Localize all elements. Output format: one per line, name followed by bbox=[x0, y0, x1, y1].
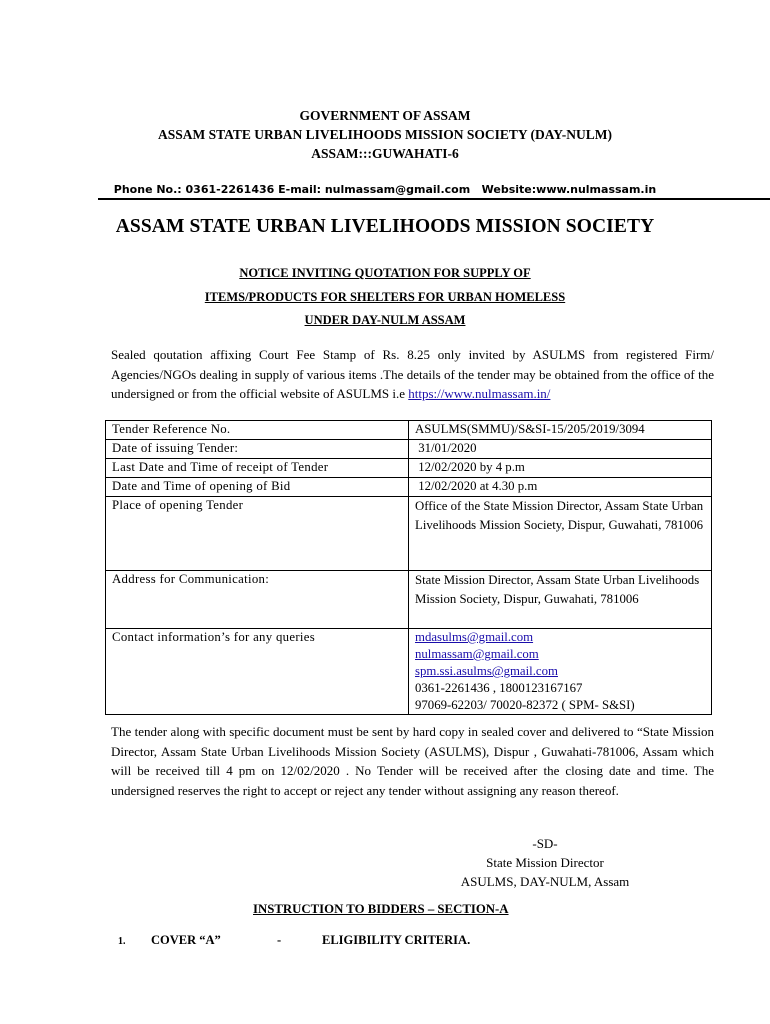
notice-line-3: UNDER DAY-NULM ASSAM bbox=[304, 313, 466, 327]
address-label: Address for Communication: bbox=[106, 571, 409, 629]
tender-details-table bbox=[105, 420, 712, 715]
phone-numbers-1: 0361-2261436 , 1800123167167 bbox=[415, 681, 583, 695]
table-row bbox=[106, 629, 712, 715]
address-value: State Mission Director, Assam State Urban Livelihoods Mission Society, Dispur, Guwahati, 781006 bbox=[409, 571, 712, 629]
opening-place-value: Office of the State Mission Director, Assam State Urban Livelihoods Mission Society, Dispur, Guwahati, 781006 bbox=[409, 497, 712, 571]
last-date-value: 12/02/2020 by 4 p.m bbox=[409, 459, 712, 478]
table-row bbox=[106, 459, 712, 478]
contact-info-value bbox=[409, 629, 712, 715]
instruction-heading: INSTRUCTION TO BIDDERS – SECTION-A bbox=[253, 902, 509, 916]
header-government: GOVERNMENT OF ASSAM bbox=[299, 108, 471, 123]
header-divider bbox=[98, 198, 770, 200]
notice-line-2: ITEMS/PRODUCTS FOR SHELTERS FOR URBAN HOMELESS bbox=[204, 290, 566, 304]
notice-line-1: NOTICE INVITING QUOTATION FOR SUPPLY OF bbox=[239, 266, 531, 280]
signature-sd: -SD- bbox=[532, 836, 558, 851]
header-location: ASSAM:::GUWAHATI-6 bbox=[311, 146, 459, 161]
table-row bbox=[106, 440, 712, 459]
opening-place-label: Place of opening Tender bbox=[106, 497, 409, 571]
website-link[interactable]: https://www.nulmassam.in/ bbox=[408, 386, 551, 401]
last-date-label: Last Date and Time of receipt of Tender bbox=[106, 459, 409, 478]
contact-info-label: Contact information’s for any queries bbox=[106, 629, 409, 715]
opening-date-label: Date and Time of opening of Bid bbox=[106, 478, 409, 497]
tender-ref-label: Tender Reference No. bbox=[106, 421, 409, 440]
header-society: ASSAM STATE URBAN LIVELIHOODS MISSION SOCIETY (DAY-NULM) bbox=[157, 127, 613, 142]
email-link-spm[interactable]: spm.ssi.asulms@gmail.com bbox=[415, 664, 558, 678]
signature-org: ASULMS, DAY-NULM, Assam bbox=[460, 874, 630, 889]
email-link-nulm[interactable]: nulmassam@gmail.com bbox=[415, 647, 539, 661]
intro-paragraph bbox=[111, 345, 714, 404]
table-row bbox=[106, 571, 712, 629]
signature-designation: State Mission Director bbox=[486, 855, 604, 870]
intro-text: Sealed qoutation affixing Court Fee Stamp of Rs. 8.25 only invited by ASULMS from registered Firm/ Agencies/NGOs dealing in supply of various items .The details of the tender may be obtained from the office of the undersigned or from the official website of ASULMS i.e bbox=[111, 347, 714, 401]
email-link-md[interactable]: mdasulms@gmail.com bbox=[415, 630, 534, 644]
cover-a-label: COVER “A” bbox=[151, 933, 221, 947]
header-contact-line: Phone No.: 0361-2261436 E-mail: nulmassam@gmail.com Website:www.nulmassam.in bbox=[113, 183, 657, 196]
issue-date-value: 31/01/2020 bbox=[409, 440, 712, 459]
submission-paragraph: The tender along with specific document must be sent by hard copy in sealed cover and delivered to “State Mission Director, Assam State Urban Livelihoods Mission Society (ASULMS), Dispur , Guwahati-781006, Assam which will be received till 4 pm on 12/02/2020 . No Tender will be received after the closing date and time. The undersigned reserves the right to accept or reject any tender without assigning any reason thereof. bbox=[111, 724, 714, 798]
document-title: ASSAM STATE URBAN LIVELIHOODS MISSION SOCIETY bbox=[115, 216, 655, 237]
table-row bbox=[106, 497, 712, 571]
table-row bbox=[106, 421, 712, 440]
opening-date-value: 12/02/2020 at 4.30 p.m bbox=[409, 478, 712, 497]
phone-numbers-2: 97069-62203/ 70020-82372 ( SPM- S&SI) bbox=[415, 698, 635, 712]
table-row bbox=[106, 478, 712, 497]
tender-ref-value: ASULMS(SMMU)/S&SI-15/205/2019/3094 bbox=[409, 421, 712, 440]
issue-date-label: Date of issuing Tender: bbox=[106, 440, 409, 459]
cover-a-criteria: ELIGIBILITY CRITERIA. bbox=[322, 933, 471, 947]
cover-a-number: 1. bbox=[118, 936, 126, 947]
cover-a-dash: - bbox=[277, 933, 282, 947]
